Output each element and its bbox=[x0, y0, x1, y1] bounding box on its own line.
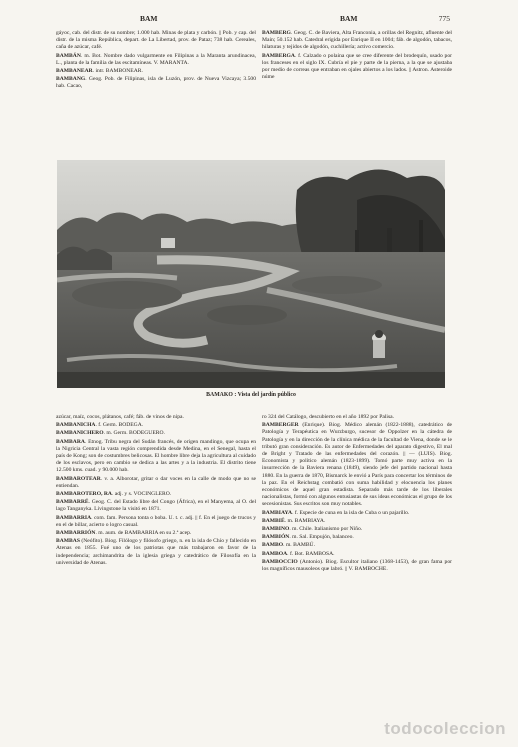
page-number: 775 bbox=[438, 14, 450, 23]
entry-headword: BAMBARRIA bbox=[56, 514, 92, 521]
entry-headword: BAMBANEAR bbox=[56, 68, 93, 75]
entry-definition: . m. BAMBIAYA. bbox=[284, 517, 326, 524]
garden-photograph bbox=[57, 160, 445, 388]
column-top-right bbox=[262, 30, 452, 160]
dictionary-entry bbox=[56, 430, 256, 437]
entry-headword: BAMBOCCIO bbox=[262, 558, 298, 565]
entry-headword: BAMBANG bbox=[56, 76, 86, 83]
entry-headword: BAMBAROTERO, RA bbox=[56, 491, 112, 498]
entry-headword: BAMBARRIÓN bbox=[56, 530, 96, 537]
dictionary-entry bbox=[262, 534, 452, 541]
entry-definition: . m. Chile. Italianismo por Niño. bbox=[289, 526, 363, 533]
entry-headword: BAMBANICHERO bbox=[56, 430, 104, 437]
dictionary-entry bbox=[56, 476, 256, 490]
right-guide-word: BAM bbox=[340, 14, 358, 23]
entry-headword: BAMBANICHA bbox=[56, 422, 96, 429]
entry-headword: BAMBAS bbox=[56, 538, 80, 545]
entry-headword: BAMBO bbox=[262, 542, 284, 549]
entry-definition: . m. aum. de BAMBARRIA en su 2.ª acep. bbox=[95, 530, 192, 537]
column-top-left bbox=[56, 30, 256, 160]
dictionary-entry bbox=[262, 559, 452, 573]
entry-definition: . Geog. C. del Estado libre del Congo (África), en el Manyema, al O. del lago Tanganyka. Livingstone la visitó en 1871. bbox=[56, 499, 256, 513]
column-bottom-right bbox=[262, 414, 452, 694]
dictionary-entry bbox=[56, 422, 256, 429]
dictionary-entry bbox=[262, 53, 452, 82]
entry-headword: BAMBIÉ bbox=[262, 517, 285, 524]
entry-definition: . Etnog. Tribu negra del Sudán francés, de origen mandingo, que ocupa en la Nigricia Central la vasta región comprendida desde Medina, en el Senegal, hasta el país de Kong; son de costumbres belicosas. El hombre libre deja la agricultura al cuidado de los esclavos, pero en cambio se dedica a las artes y a la industria. El distrito tiene 12.500 kms. cuad. y 90.000 hab. bbox=[56, 438, 256, 474]
entry-definition: (Neófito). Biog. Filólogo y filósofo griego, n. en la isla de Chío y fallecido en Atenas en 1855. Fué uno de los patriotas que más trabajaron en favor de la independencia; archimandrita de la iglesia griega y catedrático de Filosofía en la universidad de Atenas. bbox=[56, 538, 256, 566]
column-bottom-left bbox=[56, 414, 256, 694]
entry-definition: . v. a. Alborotar, gritar o dar voces en la calle de modo que no se entiendan. bbox=[56, 475, 256, 489]
entry-headword: BAMBARRÉ bbox=[56, 499, 89, 506]
entry-definition: . f. Calzado o polaina que se cree diferente del brodequín, usado por los franceses en el siglo IX. Cubría el pie y parte de la pierna, a la que se ajustaba por medio de correas que entraban en ojales abiertos a los lados. || Astron. Asteroide núme bbox=[262, 52, 452, 81]
entry-definition: . f. Germ. BODEGA. bbox=[95, 422, 144, 429]
entry-definition: . Geog. Pob. de Filipinas, isla de Luzón, prov. de Nueva Vizcaya; 3.500 hab. Cacao, bbox=[56, 76, 256, 90]
entry-definition: . f. Especie de cuna en la isla de Cuba o un pajarillo. bbox=[292, 509, 410, 516]
left-guide-word: BAM bbox=[140, 14, 158, 23]
entry-definition: . m. Sal. Empujón, balanceo. bbox=[289, 534, 354, 541]
entry-definition: . m. Bot. Nombre dado vulgarmente en Filipinas a la Maranta arundinacea, L., planta de la familia de las escitamíneas. V. MARANTA. bbox=[56, 52, 256, 66]
entry-definition: (Enrique). Biog. Médico alemán (1822-1888), catedrático de Patología y Terapéutica en Wurzburgo, sucesor de Oppolzer en la cátedra de Patología y en la dirección de la clínica médica de la facultad de Viena, donde se le tributó gran consideración. Es autor de Enfermedades del aparato digestivo, El mal de Bright y Tratado de las enfermedades del corazón. || — (LUIS). Biog. Economista y político alemán (1823-1899). Tomó parte muy activa en la insurrección de la Baviera renana (1849), siendo jefe del partido nacional hasta 1880. En la guerra de 1870, Bismarck le envió a París para concertar los términos de la paz. En el Reichstag combatió con suma habilidad y elocuencia los planes económicos de aquel gran estadista. Separado más tarde de los liberales nacionalistas, formó con algunos entusiastas de sus ideas económicas el grupo de los secesionistas. Sus escritos son muy notables. bbox=[262, 422, 452, 508]
page-header bbox=[56, 14, 448, 26]
photo-caption: BAMAKO : Vista del jardín público bbox=[206, 392, 296, 398]
dictionary-entry bbox=[56, 538, 256, 567]
entry-headword: BAMBIÓN bbox=[262, 534, 290, 541]
dictionary-entry bbox=[262, 551, 452, 558]
dictionary-entry bbox=[262, 422, 452, 508]
entry-definition: (Antonio). Biog. Escultor italiano (1368-1453), de gran fama por los magníficos mausoleos que labró. || V. BAMBOCHE. bbox=[262, 558, 452, 573]
garden-photo-illustration bbox=[57, 160, 445, 388]
entry-headword: BAMBÁN bbox=[56, 52, 81, 59]
entry-definition: . Geog. C. de Baviera, Alta Franconia, a orillas del Regnitz, afluente del Main; 50.152 hab. Catedral erigida por Enrique II en 1004; fáb. de algodón, tabacos, hilaturas y tejidos de algodón, cuchillería; activo comercio. bbox=[262, 30, 452, 51]
entry-definition: . f. Bot. BAMBOSA. bbox=[287, 550, 335, 557]
dictionary-entry bbox=[56, 491, 256, 498]
dictionary-entry: azúcar, maíz, cocos, plátanos, café; fáb. de vinos de nipa. bbox=[56, 414, 184, 420]
entry-headword: BAMBERG bbox=[262, 30, 291, 36]
dictionary-entry bbox=[56, 68, 256, 75]
dictionary-entry bbox=[262, 542, 452, 549]
dictionary-entry bbox=[56, 499, 256, 513]
entry-definition: . com. fam. Persona tonta o boba. U. t. c. adj. || f. En el juego de trucos y en el de billar, acierto o logro casual. bbox=[56, 514, 256, 528]
entry-definition: . adj. y s. VOCINGLERO. bbox=[111, 491, 172, 498]
dictionary-entry bbox=[56, 76, 256, 90]
dictionary-entry bbox=[262, 510, 452, 517]
entry-headword: BAMBAROTEAR bbox=[56, 475, 101, 482]
entry-definition: . m. BAMBÚ. bbox=[283, 542, 315, 549]
dictionary-entry bbox=[56, 530, 256, 537]
watermark-logo: todocoleccion bbox=[384, 719, 506, 738]
entry-headword: BAMBARA bbox=[56, 438, 85, 445]
dictionary-entry bbox=[262, 526, 452, 533]
entry-definition: . intr. BAMBONEAR. bbox=[92, 68, 143, 75]
dictionary-entry: ro 324 del Catálogo, descubierto en el año 1892 por Palisa. bbox=[262, 414, 395, 420]
entry-definition: . m. Germ. BODEGUERO. bbox=[103, 430, 165, 437]
entry-headword: BAMBOA bbox=[262, 550, 288, 557]
entry-headword: BAMBINO bbox=[262, 526, 290, 533]
dictionary-entry bbox=[56, 53, 256, 67]
dictionary-entry: gáyoc, cab. del distr. de su nombre; 1.000 hab. Minas de plata y carbón. || Pob. y cap. del distr. de la misma República, depart. de La Libertad, prov. de Pataz; 738 hab. Cereales, caña de azúcar, café. bbox=[56, 30, 256, 51]
dictionary-entry bbox=[262, 518, 452, 525]
dictionary-entry bbox=[56, 515, 256, 529]
entry-headword: BAMBERGA bbox=[262, 52, 295, 59]
entry-headword: BAMBIAYA bbox=[262, 509, 293, 516]
dictionary-entry bbox=[262, 30, 452, 52]
entry-headword: BAMBERGER bbox=[262, 422, 299, 429]
dictionary-entry bbox=[56, 439, 256, 475]
